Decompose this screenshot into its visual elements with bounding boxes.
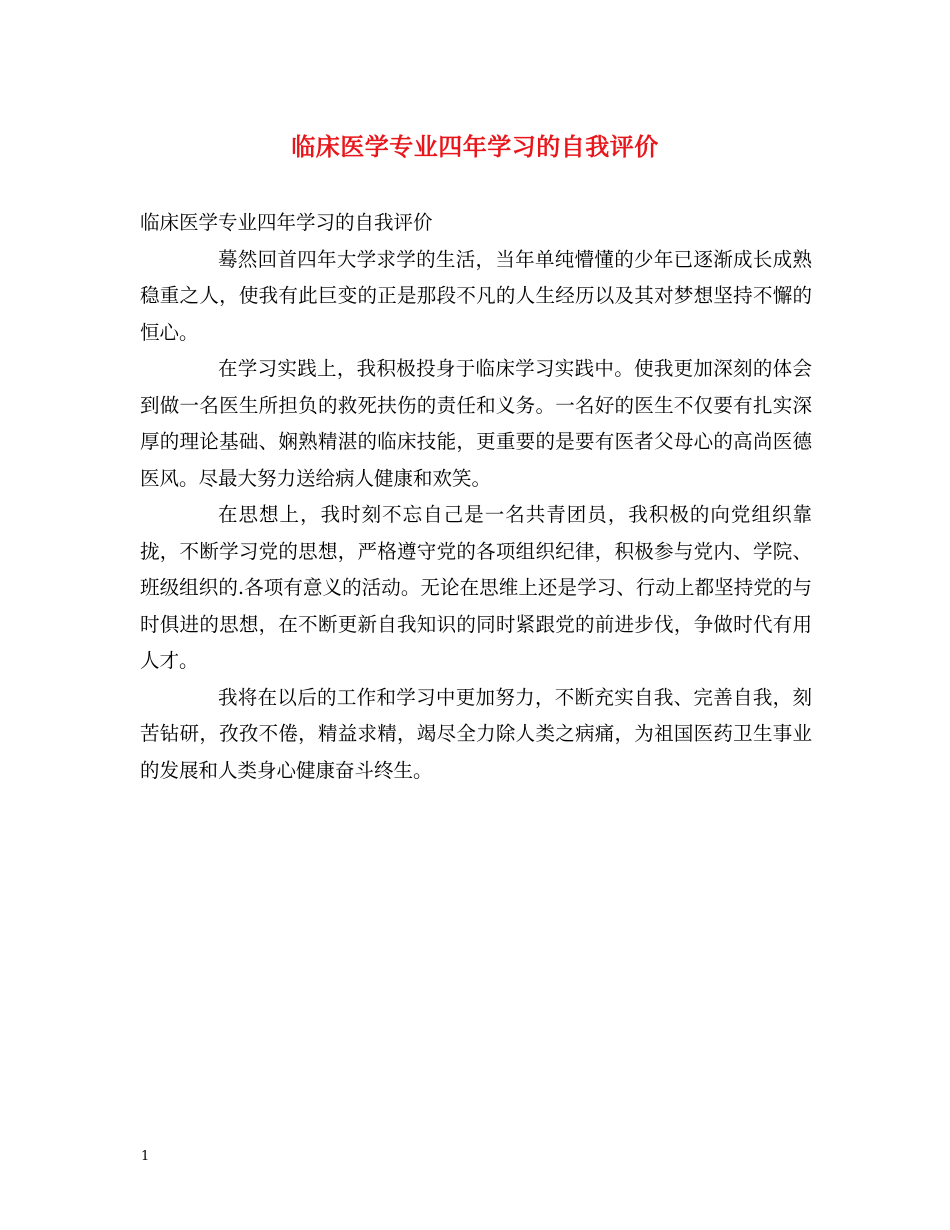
paragraph-3: 在思想上，我时刻不忘自己是一名共青团员，我积极的向党组织靠拢，不断学习党的思想，严格遵守党的各项组织纪律，积极参与党内、学院、班级组织的.各项有意义的活动。无论在思维上还是学习、行动上都坚持党的与时俱进的思想，在不断更新自我知识的同时紧跟党的前进步伐，争做时代有用人才。 (140, 503, 812, 672)
document-subtitle: 临床医学专业四年学习的自我评价 (140, 211, 433, 234)
page-number: 1 (141, 1149, 150, 1164)
document-body (140, 205, 812, 789)
paragraph-2: 在学习实践上，我积极投身于临床学习实践中。使我更加深刻的体会到做一名医生所担负的救死扶伤的责任和义务。一名好的医生不仅要有扎实深厚的理论基础、娴熟精湛的临床技能，更重要的是要有医者父母心的高尚医德医风。尽最大努力送给病人健康和欢笑。 (140, 357, 812, 490)
paragraph-4: 我将在以后的工作和学习中更加努力，不断充实自我、完善自我，刻苦钻研，孜孜不倦，精益求精，竭尽全力除人类之病痛，为祖国医药卫生事业的发展和人类身心健康奋斗终生。 (140, 685, 812, 782)
paragraph-1: 蓦然回首四年大学求学的生活，当年单纯懵懂的少年已逐渐成长成熟稳重之人，使我有此巨变的正是那段不凡的人生经历以及其对梦想坚持不懈的恒心。 (140, 247, 812, 344)
document-title: 临床医学专业四年学习的自我评价 (291, 132, 659, 161)
